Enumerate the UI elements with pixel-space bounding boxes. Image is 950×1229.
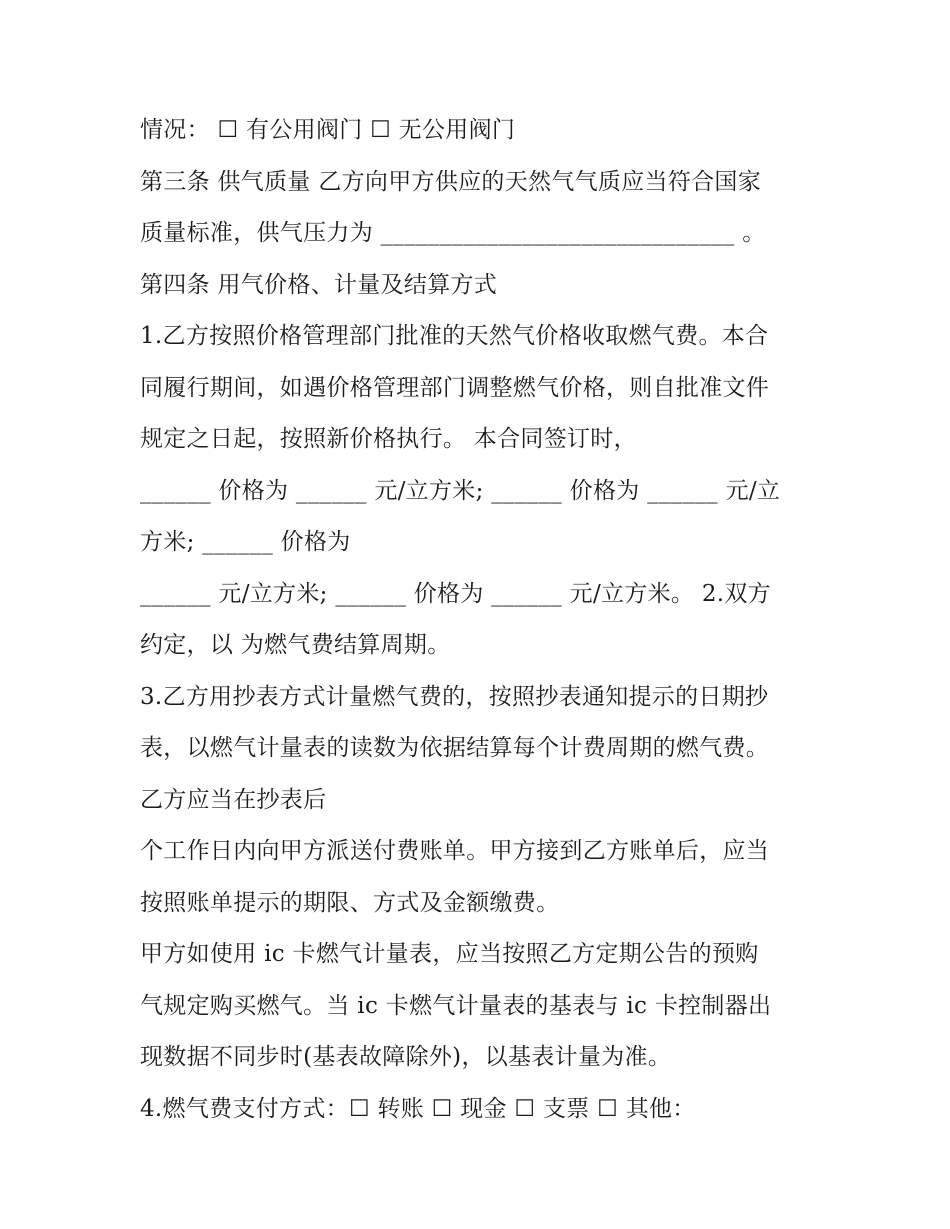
text-line: 甲方如使用 ic 卡燃气计量表，应当按照乙方定期公告的预购 — [140, 941, 759, 967]
text-line: ______ 价格为 ______ 元/立方米; ______ 价格为 ______ 元/立 — [140, 477, 781, 504]
text-line: 方米; ______ 价格为 — [140, 529, 351, 555]
text-line: 乙方应当在抄表后 — [140, 786, 327, 813]
text-line: 现数据不同步时(基表故障除外)，以基表计量为准。 — [140, 1044, 672, 1070]
text-line: 气规定购买燃气。当 ic 卡燃气计量表的基表与 ic 卡控制器出 — [140, 992, 772, 1019]
text-line: 个工作日内向甲方派送付费账单。甲方接到乙方账单后，应当 — [140, 838, 770, 864]
text-line: 约定，以 为燃气费结算周期。 — [140, 632, 451, 658]
text-line: 按照账单提示的期限、方式及金额缴费。 — [140, 889, 560, 916]
text-line: 规定之日起，按照新价格执行。 本合同签订时， — [140, 426, 637, 452]
text-line: 表，以燃气计量表的读数为依据结算每个计费周期的燃气费。 — [140, 735, 770, 761]
text-line: 同履行期间，如遇价格管理部门调整燃气价格，则自批准文件 — [140, 374, 770, 401]
text-line: 1.乙方按照价格管理部门批准的天然气价格收取燃气费。本合 — [140, 323, 769, 349]
text-line: 第三条 供气质量 乙方向甲方供应的天然气气质应当符合国家 — [140, 168, 762, 195]
text-line: 4.燃气费支付方式：☐ 转账 ☐ 现金 ☐ 支票 ☐ 其他： — [140, 1095, 696, 1122]
text-line: 3.乙方用抄表方式计量燃气费的，按照抄表通知提示的日期抄 — [140, 683, 769, 710]
contract-text — [140, 107, 830, 1137]
text-line: 情况： ☐ 有公用阀门 ☐ 无公用阀门 — [140, 117, 516, 143]
text-line: 质量标准，供气压力为 ______________________________ 。 — [140, 220, 766, 246]
text-line: ______ 元/立方米; ______ 价格为 ______ 元/立方米。 2.双方 — [140, 580, 771, 607]
text-line: 第四条 用气价格、计量及结算方式 — [140, 271, 498, 298]
